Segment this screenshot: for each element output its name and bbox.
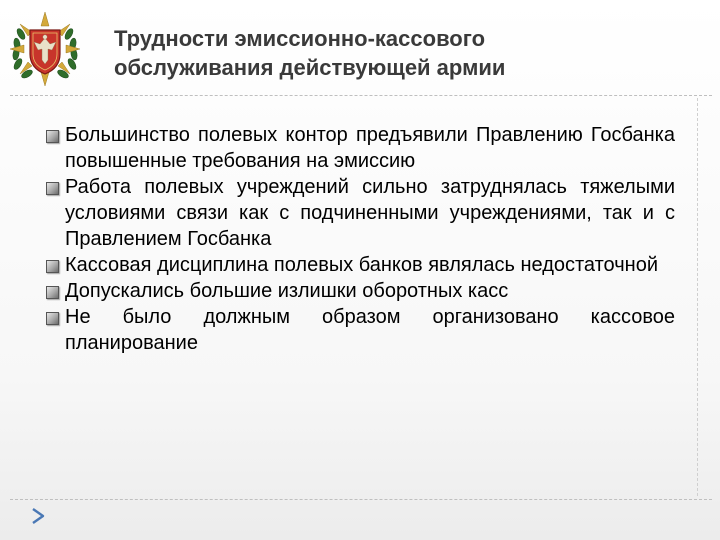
bullet-text: Большинство полевых контор предъявили Правлению Госбанка повышенные требования на эмиссию	[65, 124, 675, 172]
bullet-item	[43, 278, 675, 304]
bullet-item	[43, 304, 675, 356]
square-bullet-icon	[46, 182, 59, 195]
slide-title	[114, 24, 674, 82]
bullet-list	[43, 122, 675, 356]
square-bullet-icon	[46, 286, 59, 299]
slide-title-line-1: Трудности эмиссионно-кассового	[114, 26, 486, 51]
chevron-right-icon	[28, 506, 48, 526]
top-separator	[10, 95, 712, 96]
bullet-text: Кассовая дисциплина полевых банков являлась недостаточной	[65, 254, 658, 276]
bullet-text: Допускались большие излишки оборотных касс	[65, 280, 509, 302]
bullet-item	[43, 174, 675, 252]
bullet-item	[43, 122, 675, 174]
square-bullet-icon	[46, 312, 59, 325]
square-bullet-icon	[46, 130, 59, 143]
square-bullet-icon	[46, 260, 59, 273]
bullet-text: Работа полевых учреждений сильно затруднялась тяжелыми условиями связи как с подчиненными учреждениями, так и с Правлением Госбанка	[65, 176, 675, 250]
bullet-text: Не было должным образом организовано кассовое планирование	[65, 306, 675, 354]
bottom-separator	[10, 499, 712, 500]
next-slide-button[interactable]	[28, 506, 48, 526]
bullet-item	[43, 252, 675, 278]
slide-title-line-2: обслуживания действующей армии	[114, 55, 506, 80]
right-guide-line	[697, 98, 698, 496]
military-emblem-icon	[4, 8, 86, 90]
